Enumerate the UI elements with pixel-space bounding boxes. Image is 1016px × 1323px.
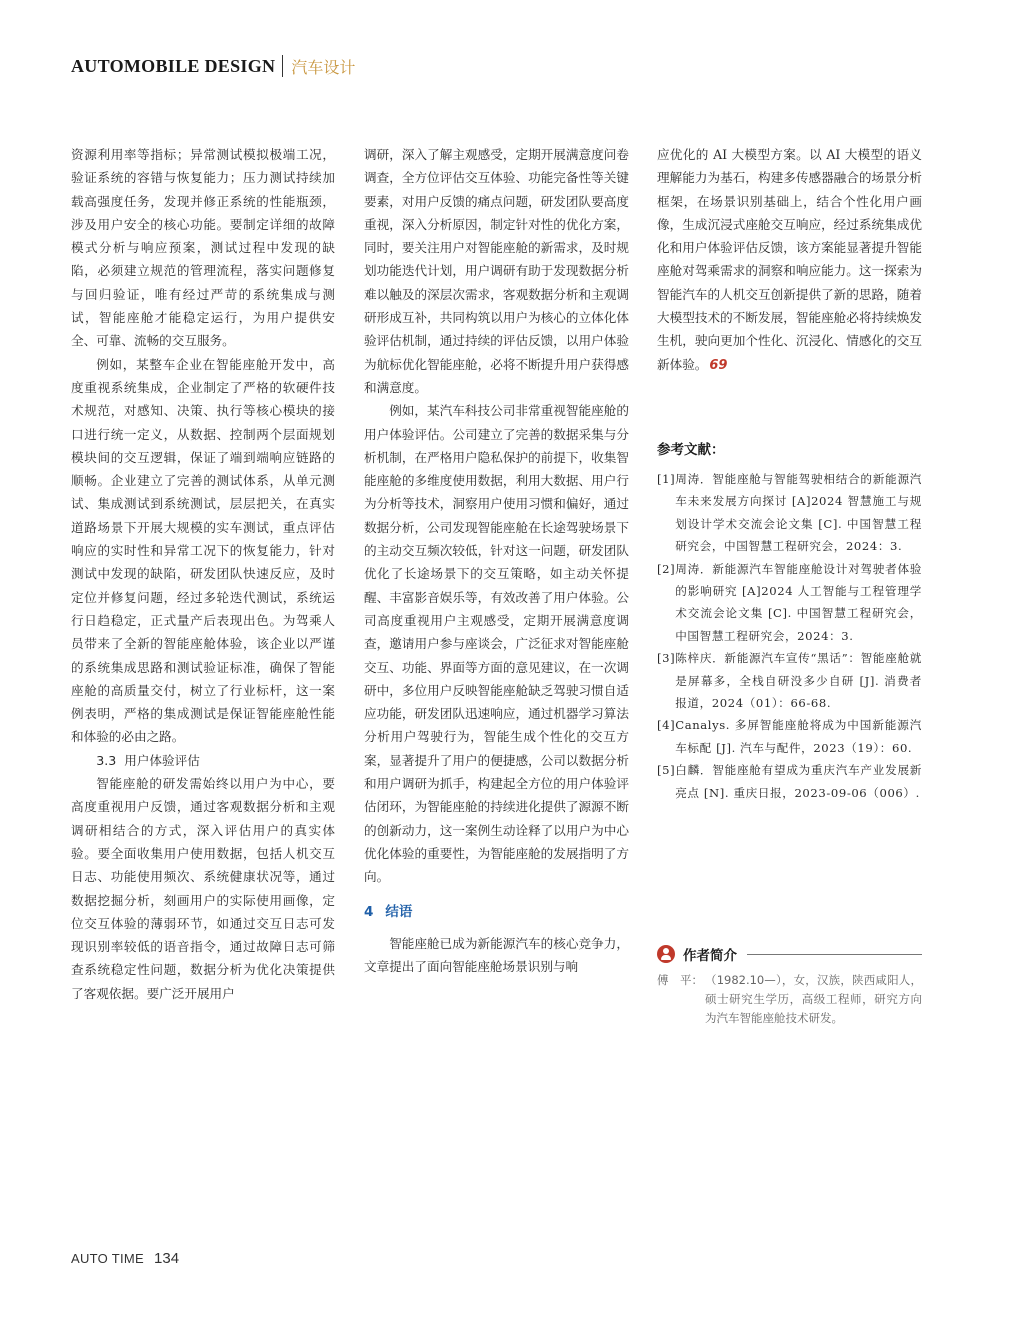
end-mark: 69 bbox=[709, 357, 728, 373]
author-icon bbox=[657, 945, 675, 963]
reference-item bbox=[657, 647, 922, 714]
paragraph: 例如，某汽车科技公司非常重视智能座舱的用户体验评估。公司建立了完善的数据采集与分析机制，在严格用户隐私保护的前提下，收集智能座舱的多维度使用数据，利用大数据、用户行为分析等技术，洞察用户使用习惯和偏好，通过数据分析，公司发现智能座舱在长途驾驶场景下的主动交互频次较低，针对这一问题，研发团队优化了长途场景下的交互策略，如主动关怀提醒、丰富影音娱乐等，有效改善了用户体验。公司高度重视用户主观感受，定期开展满意度调查，邀请用户参与座谈会，广泛征求对智能座舱交互、功能、界面等方面的意见建议，在一次调研中，多位用户反映智能座舱缺乏驾驶习惯自适应功能，研发团队迅速响应，通过机器学习算法分析用户驾驶行为，智能生成个性化的交互方案，显著提升了用户的便捷感，公司以数据分析和用户调研为抓手，构建起全方位的用户体验评估闭环，为智能座舱的持续进化提供了源源不断的创新动力，这一案例生动诠释了以用户为中心优化体验的重要性，为智能座舱的发展指明了方向。 bbox=[364, 403, 629, 885]
page-number: 134 bbox=[154, 1250, 180, 1267]
page-footer bbox=[71, 1250, 179, 1267]
subsection-number: 3.3 bbox=[96, 752, 117, 768]
text-column-3 bbox=[657, 143, 922, 377]
reference-item bbox=[657, 558, 922, 648]
reference-number: [3] bbox=[657, 651, 676, 666]
references-list bbox=[657, 468, 922, 804]
paragraph bbox=[657, 143, 922, 377]
reference-item bbox=[657, 468, 922, 558]
paragraph: 例如，某整车企业在智能座舱开发中，高度重视系统集成，企业制定了严格的软硬件技术规范，对感知、决策、执行等核心模块的接口进行统一定义，从数据、控制两个层面规划模块间的交互逻辑，保证了端到端响应链路的顺畅。企业建立了完善的测试体系，从单元测试、集成测试到系统测试，层层把关，在真实道路场景下开展大规模的实车测试，重点评估响应的实时性和异常工况下的恢复能力，针对测试中发现的缺陷，研发团队快速反应，及时定位并修复问题，经过多轮迭代测试，系统运行日趋稳定，正式量产后表现出色。为驾乘人员带来了全新的智能座舱体验，该企业以严谨的系统集成思路和测试验证标准，确保了智能座舱的高质量交付，树立了行业标杆，这一案例表明，严格的集成测试是保证智能座舱性能和体验的必由之路。 bbox=[71, 356, 335, 745]
paragraph: 调研，深入了解主观感受，定期开展满意度问卷调查，全方位评估交互体验、功能完备性等关键要素，对用户反馈的痛点问题，研发团队要高度重视，深入分析原因，制定针对性的优化方案，同时，要关注用户对智能座舱的新需求，及时规划功能迭代计划，用户调研有助于发现数据分析难以触及的深层次需求，客观数据分析和主观调研形成互补，共同构筑以用户为核心的立体化体验评估机制，通过持续的评估反馈，以用户体验为航标优化智能座舱，必将不断提升用户获得感和满意度。 bbox=[364, 147, 629, 395]
author-heading-label: 作者简介 bbox=[683, 948, 737, 964]
reference-number: [5] bbox=[657, 763, 676, 778]
reference-text: Canalys. 多屏智能座舱将成为中国新能源汽车标配 [J]. 汽车与配件，2023（19）：60. bbox=[675, 718, 922, 755]
subsection-title: 用户体验评估 bbox=[124, 752, 200, 768]
subsection-heading bbox=[71, 749, 335, 772]
reference-text: 周涛．智能座舱与智能驾驶相结合的新能源汽车未来发展方向探讨 [A]2024 智慧施工与规划设计学术交流会论文集 [C]. 中国智慧工程研究会，中国智慧工程研究会，2024：3. bbox=[675, 472, 922, 554]
paragraph: 智能座舱的研发需始终以用户为中心，要高度重视用户反馈，通过客观数据分析和主观调研相结合的方式，深入评估用户的真实体验。要全面收集用户使用数据，包括人机交互日志、功能使用频次、系统健康状况等，通过数据挖掘分析，刻画用户的实际使用画像，定位交互体验的薄弱环节，如通过交互日志可发现识别率较低的语音指令，通过故障日志可筛查系统稳定性问题，数据分析为优化决策提供了客观依据。要广泛开展用户 bbox=[71, 776, 335, 1001]
section-heading bbox=[364, 901, 629, 924]
paragraph: 智能座舱已成为新能源汽车的核心竞争力，文章提出了面向智能座舱场景识别与响 bbox=[364, 935, 629, 975]
reference-text: 白麟．智能座舱有望成为重庆汽车产业发展新亮点 [N]. 重庆日报，2023-09-06（006）. bbox=[675, 763, 922, 800]
reference-number: [1] bbox=[657, 472, 676, 486]
section-title: 结语 bbox=[385, 903, 413, 920]
reference-number: [4] bbox=[657, 718, 676, 733]
author-name: 傅 平： bbox=[657, 973, 703, 987]
author-heading-rule bbox=[747, 954, 922, 955]
running-header bbox=[71, 54, 355, 78]
conclusion-text: 应优化的 AI 大模型方案。以 AI 大模型的语义理解能力为基石，构建多传感器融合的场景分析框架，在场景识别基础上，结合个性化用户画像，生成沉浸式座舱交互响应，经过系统集成优化和用户体验评估反馈，该方案能显著提升智能座舱对驾乘需求的洞察和响应能力。这一探索为智能汽车的人机交互创新提供了新的思路，随着大模型技术的不断发展，智能座舱必将持续焕发生机，驶向更加个性化、沉浸化、情感化的交互新体验。 bbox=[657, 147, 922, 372]
author-heading bbox=[657, 944, 922, 964]
reference-number: [2] bbox=[657, 561, 676, 576]
reference-item bbox=[657, 714, 922, 759]
footer-journal: AUTO TIME bbox=[71, 1251, 145, 1266]
references-title: 参考文献： bbox=[657, 442, 725, 458]
journal-brand: AUTOMOBILE DESIGN bbox=[71, 55, 276, 76]
reference-text: 陈梓庆．新能源汽车宣传“黑话”：智能座舱就是屏幕多，全栈自研没多少自研 [J]. 消费者报道，2024（01）：66-68. bbox=[675, 651, 922, 711]
header-divider bbox=[282, 55, 283, 77]
section-number: 4 bbox=[364, 903, 374, 920]
author-bio-block bbox=[657, 971, 922, 1028]
reference-text: 周涛．新能源汽车智能座舱设计对驾驶者体验的影响研究 [A]2024 人工智能与工程管理学术交流会论文集 [C]. 中国智慧工程研究会，中国智慧工程研究会，2024：3. bbox=[675, 561, 922, 643]
author-bio: （1982.10—），女，汉族，陕西咸阳人，硕士研究生学历，高级工程师，研究方向为汽车智能座舱技术研发。 bbox=[705, 973, 922, 1025]
section-label: 汽车设计 bbox=[291, 57, 356, 77]
reference-item bbox=[657, 759, 922, 804]
text-column-1 bbox=[71, 143, 335, 1005]
text-column-2 bbox=[364, 143, 629, 978]
paragraph: 资源利用率等指标；异常测试模拟极端工况，验证系统的容错与恢复能力；压力测试持续加载高强度任务，发现并修正系统的性能瓶颈，涉及用户安全的核心功能。要制定详细的故障模式分析与响应预案，测试过程中发现的缺陷，必须建立规范的管理流程，落实问题修复与回归验证，唯有经过严苛的系统集成与测试，智能座舱才能稳定运行，为用户提供安全、可靠、流畅的交互服务。 bbox=[71, 147, 335, 349]
